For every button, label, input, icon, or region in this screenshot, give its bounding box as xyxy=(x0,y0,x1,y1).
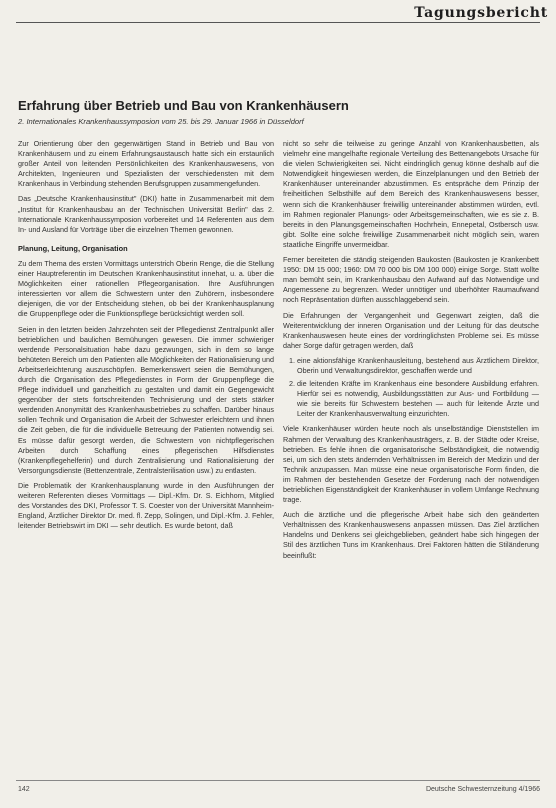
numbered-list xyxy=(283,356,539,420)
paragraph: Das „Deutsche Krankenhausinstitut" (DKI) hatte in Zusammenarbeit mit dem „Institut für Krankenhausbau an der Technischen Universität Berlin" das 2. Internationale Krankenhaussymposion vorbereitet und 14 Referenten aus dem In- und Ausland für Vorträge über die einzelnen Themen gewonnen. xyxy=(18,194,274,234)
section-heading: Planung, Leitung, Organisation xyxy=(18,243,128,253)
paragraph: Zur Orientierung über den gegenwärtigen Stand in Betrieb und Bau von Krankenhäusern und zu einem Erfahrungsaustausch hatte sich ein erstaunlich großer Anteil von leitenden Persönlichkeiten des Krankenhauswesens, von Architekten, Ingenieuren und Spezialisten der verschiedensten mit dem Krankenhaus in Verbindung stehenden Berufsgruppen zusammengefunden. xyxy=(18,139,274,189)
article-title: Erfahrung über Betrieb und Bau von Krankenhäusern xyxy=(18,98,349,113)
section-label: Tagungsbericht xyxy=(414,5,548,21)
paragraph: Auch die ärztliche und die pflegerische Arbeit habe sich den geänderten Verhältnissen des Krankenhauswesens anpassen müssen. Das Ziel ärztlichen Handelns und Denkens sei gleichgeblieben, geändert habe sich hingegen der Stil des ärztlichen Tuns im Krankenhaus. Drei Faktoren hätten die Stiländerung beeinflußt: xyxy=(283,510,539,560)
paragraph: nicht so sehr die teilweise zu geringe Anzahl von Krankenhausbetten, als vielmehr eine mangelhafte regionale Verteilung des Bettenangebots Ursache für die vielen Schwierigkeiten sei. Nicht eindringlich genug könne deshalb auf die Notwendigkeit hingewiesen werden, die Einzelplanungen und den Betrieb der Krankenhäuser untereinander abzustimmen. Es entspräche dem Prinzip der freiheitlichen Selbsthilfe auf dem Bereich des Krankenhauswesens besser, wenn sich die Krankenhäuser freiwillig untereinander abstimmen würden, evtl. im Rahmen regionaler Planungs- oder Arbeitsgemeinschaften, wie es sie z. B. bereits in den Planungsgemeinschaften Hochrhein, Ennepetal, Ostbersch usw. gibt. Sollte eine solche freiwillige Zusammenarbeit nicht möglich sein, waren staatliche Eingriffe unvermeidbar. xyxy=(283,139,539,249)
paragraph: Seien in den letzten beiden Jahrzehnten seit der Pflegedienst Zentralpunkt aller betrieblichen und baulichen Bemühungen gewesen. Die immer schwieriger werdende Personalsituation habe dazu gezwungen, sich in dem so lange behüteten Bereich um den Patienten alle Möglichkeiten der Rationalisierung und Arbeitserleichterung auszuschöpfen. Bemerkenswert seien die Bemühungen, durch die Organisation des Pflegedienstes in Form der Gruppenpflege die Pflege individuell und ganzheitlich zu gestalten und damit ein Gegengewicht gegenüber der stets fortschreitenden Technisierung und der stets stärker werdenden Anonymität des Krankenhausbetriebes zu schaffen. Darüber hinaus sollen Technik und Organisation die Arbeit der Schwester erleichtern und ihnen die Zeit geben, die für die individuelle Betreuung der Patienten notwendig sei. Es müsse dafür gesorgt werden, die Schwestern von nichtpflegerischen Arbeiten durch Schaffung eines pflegerischen Hilfsdienstes (Krankenpflegehelferin) und durch Zentralisierung und Rationalisierung der Versorgungsdienste (Bettenzentrale, Zentralsterilisation usw.) zu entlasten. xyxy=(18,324,274,475)
paragraph: Zu dem Thema des ersten Vormittags unterstrich Oberin Renge, die die Stellung einer Hauptreferentin im Deutschen Krankenhausinstitut innehat, u. a. über die Möglichkeiten einer rationellen Pflegeorganisation. Ihre Ausführungen interessierten vor allem die Schwestern unter den Zuhörern, insbesondere diejenigen, die vor der Entscheidung stehen, ob bei der Krankenhausplanung die Gruppenpflege oder die Funktionspflege berücksichtigt werden soll. xyxy=(18,258,274,319)
article-subtitle: 2. Internationales Krankenhaussymposion vom 25. bis 29. Januar 1966 in Düsseldorf xyxy=(18,117,304,126)
paragraph: Ferner bereiteten die ständig steigenden Baukosten (Baukosten je Krankenbett 1950: DM 15 000; 1960: DM 70 000 bis DM 100 000) einige Sorge. Statt wollte man bemüht sein, im Krankenhausbau den Aufwand auf das Notwendige und Angemessene zu begrenzen. Weder unnötiger und überhöhter Raumaufwand noch Repräsentation dürften ausschlaggebend sein. xyxy=(283,255,539,305)
left-column xyxy=(18,139,274,536)
paragraph: Die Erfahrungen der Vergangenheit und Gegenwart zeigten, daß die Weiterentwicklung der inneren Organisation und der Leitung für das deutsche Krankenhauswesen heute eines der vordringlichsten Probleme sei. Es müsse daher Sorge dafür getragen werden, daß xyxy=(283,310,539,350)
paragraph: Die Problematik der Krankenhausplanung wurde in den Ausführungen der weiteren Referenten dieses Vormittags — Dipl.-Kfm. Dr. S. Eichhorn, Mitglied des Vorstandes des DKI, Professor T. S. Coester von der Universität Mannheim-England, Ärztlicher Direktor Dr. med. fl. Zepp, Solingen, und Dipl.-Kfm. J. Fehler, leitender Betriebswirt im DKI — sehr deutlich. Es wurde betont, daß xyxy=(18,480,274,531)
footer-rule xyxy=(16,780,540,781)
header-rule xyxy=(16,22,540,23)
right-column xyxy=(283,139,539,566)
journal-citation: Deutsche Schwesternzeitung 4/1966 xyxy=(425,786,540,793)
list-item: 2. die leitenden Kräfte im Krankenhaus eine besondere Ausbildung erfahren. Hierfür sei es notwendig, Ausbildungsstätten zur Aus- und Fortbildung — wie sie bereits für Schwestern bestehen — auch für leitende Ärzte und Leiter der Krankenhausverwaltung einzurichten. xyxy=(297,379,539,419)
list-item: 1. eine aktionsfähige Krankenhausleitung, bestehend aus Ärztlichem Direktor, Oberin und Verwaltungsdirektor, geschaffen werde und xyxy=(297,356,539,376)
paragraph: Viele Krankenhäuser würden heute noch als unselbständige Dienststellen im Rahmen der Verwaltung des Krankenhausträgers, z. B. der Städte oder Kreise, betrieben. Es fehle ihnen die organisatorische Selbständigkeit, die notwendig sei, um sich den stets ändernden Verhältnissen im Bereich der Medizin und der Technik anzupassen. Man müsse eine neue organisatorische Form finden, die im Rahmen der bestehenden Gesetze der Forderung nach der notwendigen betrieblichen Eigenständigkeit der Krankenhäuser in vollem Umfange Rechnung trage. xyxy=(283,424,539,505)
page-number: 142 xyxy=(18,786,30,793)
